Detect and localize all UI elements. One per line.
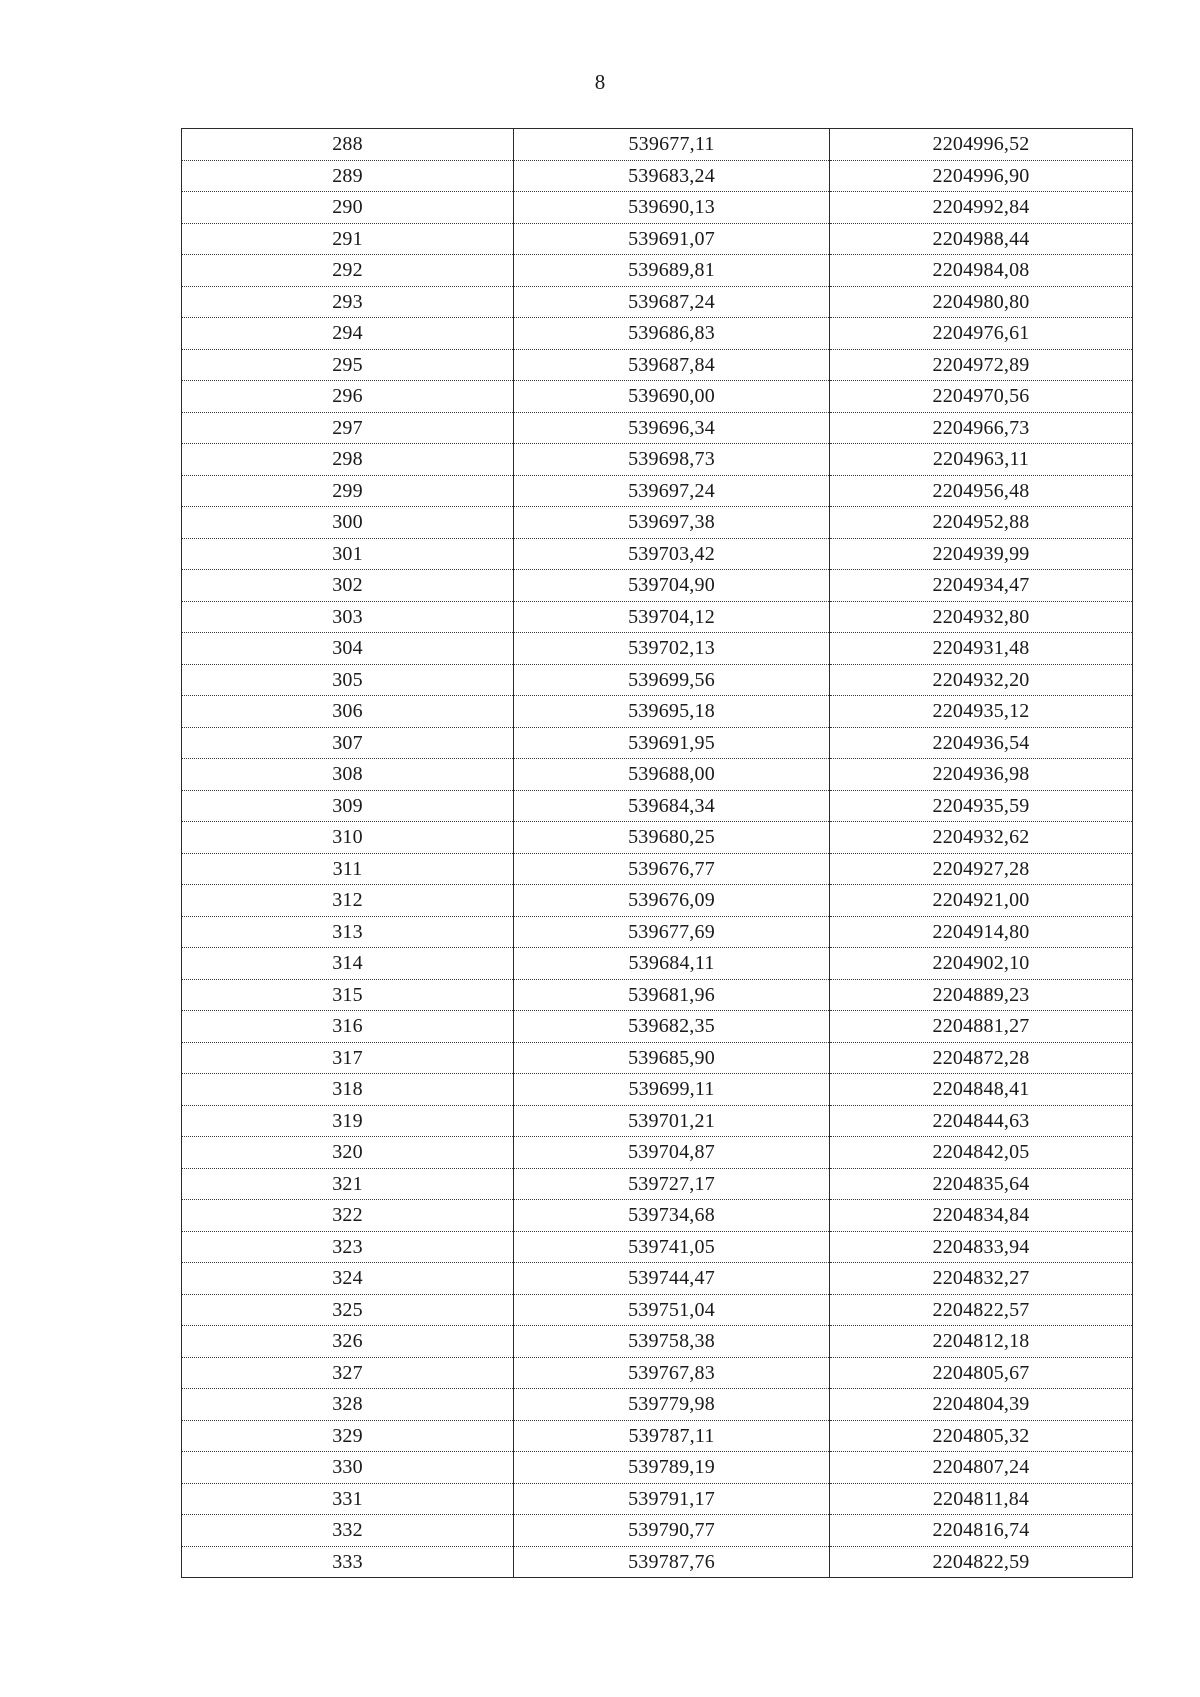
point-number-cell: 316 bbox=[182, 1011, 514, 1043]
y-coordinate-cell: 2204972,89 bbox=[830, 349, 1133, 381]
page-number: 8 bbox=[594, 70, 606, 94]
y-coordinate-cell: 2204932,20 bbox=[830, 664, 1133, 696]
x-coordinate-cell: 539734,68 bbox=[514, 1200, 830, 1232]
y-coordinate-cell: 2204980,80 bbox=[830, 286, 1133, 318]
table-row bbox=[182, 507, 1133, 539]
point-number-cell: 311 bbox=[182, 853, 514, 885]
y-coordinate-cell: 2204848,41 bbox=[830, 1074, 1133, 1106]
y-coordinate-cell: 2204816,74 bbox=[830, 1515, 1133, 1547]
point-number-cell: 299 bbox=[182, 475, 514, 507]
point-number-cell: 307 bbox=[182, 727, 514, 759]
point-number-cell: 291 bbox=[182, 223, 514, 255]
table-row bbox=[182, 601, 1133, 633]
table-row bbox=[182, 1452, 1133, 1484]
x-coordinate-cell: 539789,19 bbox=[514, 1452, 830, 1484]
point-number-cell: 289 bbox=[182, 160, 514, 192]
table-row bbox=[182, 727, 1133, 759]
point-number-cell: 315 bbox=[182, 979, 514, 1011]
y-coordinate-cell: 2204833,94 bbox=[830, 1231, 1133, 1263]
point-number-cell: 295 bbox=[182, 349, 514, 381]
table-row bbox=[182, 223, 1133, 255]
table-row bbox=[182, 1231, 1133, 1263]
y-coordinate-cell: 2204832,27 bbox=[830, 1263, 1133, 1295]
y-coordinate-cell: 2204834,84 bbox=[830, 1200, 1133, 1232]
point-number-cell: 328 bbox=[182, 1389, 514, 1421]
point-number-cell: 318 bbox=[182, 1074, 514, 1106]
y-coordinate-cell: 2204996,52 bbox=[830, 129, 1133, 161]
y-coordinate-cell: 2204805,32 bbox=[830, 1420, 1133, 1452]
y-coordinate-cell: 2204956,48 bbox=[830, 475, 1133, 507]
y-coordinate-cell: 2204932,80 bbox=[830, 601, 1133, 633]
x-coordinate-cell: 539787,11 bbox=[514, 1420, 830, 1452]
point-number-cell: 304 bbox=[182, 633, 514, 665]
x-coordinate-cell: 539696,34 bbox=[514, 412, 830, 444]
coordinates-table bbox=[181, 128, 1133, 1578]
table-row bbox=[182, 381, 1133, 413]
table-row bbox=[182, 759, 1133, 791]
y-coordinate-cell: 2204921,00 bbox=[830, 885, 1133, 917]
x-coordinate-cell: 539681,96 bbox=[514, 979, 830, 1011]
table-row bbox=[182, 696, 1133, 728]
x-coordinate-cell: 539690,00 bbox=[514, 381, 830, 413]
point-number-cell: 331 bbox=[182, 1483, 514, 1515]
table-row bbox=[182, 1074, 1133, 1106]
point-number-cell: 333 bbox=[182, 1546, 514, 1578]
x-coordinate-cell: 539790,77 bbox=[514, 1515, 830, 1547]
x-coordinate-cell: 539704,12 bbox=[514, 601, 830, 633]
point-number-cell: 319 bbox=[182, 1105, 514, 1137]
table-row bbox=[182, 1137, 1133, 1169]
point-number-cell: 320 bbox=[182, 1137, 514, 1169]
point-number-cell: 290 bbox=[182, 192, 514, 224]
point-number-cell: 327 bbox=[182, 1357, 514, 1389]
point-number-cell: 298 bbox=[182, 444, 514, 476]
coordinates-table-body bbox=[182, 129, 1133, 1578]
table-row bbox=[182, 255, 1133, 287]
y-coordinate-cell: 2204936,98 bbox=[830, 759, 1133, 791]
point-number-cell: 324 bbox=[182, 1263, 514, 1295]
y-coordinate-cell: 2204889,23 bbox=[830, 979, 1133, 1011]
y-coordinate-cell: 2204822,59 bbox=[830, 1546, 1133, 1578]
point-number-cell: 294 bbox=[182, 318, 514, 350]
table-row bbox=[182, 1011, 1133, 1043]
y-coordinate-cell: 2204970,56 bbox=[830, 381, 1133, 413]
y-coordinate-cell: 2204914,80 bbox=[830, 916, 1133, 948]
y-coordinate-cell: 2204807,24 bbox=[830, 1452, 1133, 1484]
table-row bbox=[182, 349, 1133, 381]
x-coordinate-cell: 539697,38 bbox=[514, 507, 830, 539]
table-row bbox=[182, 1294, 1133, 1326]
table-row bbox=[182, 192, 1133, 224]
y-coordinate-cell: 2204804,39 bbox=[830, 1389, 1133, 1421]
y-coordinate-cell: 2204811,84 bbox=[830, 1483, 1133, 1515]
x-coordinate-cell: 539682,35 bbox=[514, 1011, 830, 1043]
point-number-cell: 297 bbox=[182, 412, 514, 444]
table-row bbox=[182, 1042, 1133, 1074]
x-coordinate-cell: 539751,04 bbox=[514, 1294, 830, 1326]
x-coordinate-cell: 539702,13 bbox=[514, 633, 830, 665]
table-row bbox=[182, 570, 1133, 602]
table-row bbox=[182, 1263, 1133, 1295]
x-coordinate-cell: 539676,77 bbox=[514, 853, 830, 885]
point-number-cell: 323 bbox=[182, 1231, 514, 1263]
x-coordinate-cell: 539767,83 bbox=[514, 1357, 830, 1389]
x-coordinate-cell: 539704,90 bbox=[514, 570, 830, 602]
y-coordinate-cell: 2204936,54 bbox=[830, 727, 1133, 759]
table-row bbox=[182, 1357, 1133, 1389]
x-coordinate-cell: 539689,81 bbox=[514, 255, 830, 287]
y-coordinate-cell: 2204992,84 bbox=[830, 192, 1133, 224]
x-coordinate-cell: 539691,07 bbox=[514, 223, 830, 255]
y-coordinate-cell: 2204952,88 bbox=[830, 507, 1133, 539]
y-coordinate-cell: 2204931,48 bbox=[830, 633, 1133, 665]
table-row bbox=[182, 1483, 1133, 1515]
x-coordinate-cell: 539687,24 bbox=[514, 286, 830, 318]
x-coordinate-cell: 539677,11 bbox=[514, 129, 830, 161]
y-coordinate-cell: 2204812,18 bbox=[830, 1326, 1133, 1358]
x-coordinate-cell: 539699,56 bbox=[514, 664, 830, 696]
point-number-cell: 300 bbox=[182, 507, 514, 539]
table-row bbox=[182, 1389, 1133, 1421]
x-coordinate-cell: 539688,00 bbox=[514, 759, 830, 791]
x-coordinate-cell: 539691,95 bbox=[514, 727, 830, 759]
table-row bbox=[182, 1105, 1133, 1137]
point-number-cell: 288 bbox=[182, 129, 514, 161]
x-coordinate-cell: 539787,76 bbox=[514, 1546, 830, 1578]
x-coordinate-cell: 539677,69 bbox=[514, 916, 830, 948]
x-coordinate-cell: 539791,17 bbox=[514, 1483, 830, 1515]
x-coordinate-cell: 539684,34 bbox=[514, 790, 830, 822]
x-coordinate-cell: 539704,87 bbox=[514, 1137, 830, 1169]
y-coordinate-cell: 2204844,63 bbox=[830, 1105, 1133, 1137]
table-row bbox=[182, 822, 1133, 854]
point-number-cell: 308 bbox=[182, 759, 514, 791]
point-number-cell: 310 bbox=[182, 822, 514, 854]
table-row bbox=[182, 853, 1133, 885]
table-row bbox=[182, 916, 1133, 948]
y-coordinate-cell: 2204902,10 bbox=[830, 948, 1133, 980]
point-number-cell: 321 bbox=[182, 1168, 514, 1200]
x-coordinate-cell: 539697,24 bbox=[514, 475, 830, 507]
y-coordinate-cell: 2204988,44 bbox=[830, 223, 1133, 255]
table-row bbox=[182, 664, 1133, 696]
y-coordinate-cell: 2204984,08 bbox=[830, 255, 1133, 287]
point-number-cell: 322 bbox=[182, 1200, 514, 1232]
point-number-cell: 314 bbox=[182, 948, 514, 980]
table-row bbox=[182, 286, 1133, 318]
x-coordinate-cell: 539758,38 bbox=[514, 1326, 830, 1358]
point-number-cell: 330 bbox=[182, 1452, 514, 1484]
y-coordinate-cell: 2204963,11 bbox=[830, 444, 1133, 476]
x-coordinate-cell: 539695,18 bbox=[514, 696, 830, 728]
y-coordinate-cell: 2204835,64 bbox=[830, 1168, 1133, 1200]
y-coordinate-cell: 2204872,28 bbox=[830, 1042, 1133, 1074]
x-coordinate-cell: 539683,24 bbox=[514, 160, 830, 192]
table-row bbox=[182, 475, 1133, 507]
x-coordinate-cell: 539779,98 bbox=[514, 1389, 830, 1421]
point-number-cell: 309 bbox=[182, 790, 514, 822]
point-number-cell: 292 bbox=[182, 255, 514, 287]
table-row bbox=[182, 885, 1133, 917]
x-coordinate-cell: 539684,11 bbox=[514, 948, 830, 980]
x-coordinate-cell: 539698,73 bbox=[514, 444, 830, 476]
y-coordinate-cell: 2204822,57 bbox=[830, 1294, 1133, 1326]
table-row bbox=[182, 1420, 1133, 1452]
point-number-cell: 301 bbox=[182, 538, 514, 570]
table-row bbox=[182, 790, 1133, 822]
point-number-cell: 305 bbox=[182, 664, 514, 696]
table-row bbox=[182, 1546, 1133, 1578]
table-row bbox=[182, 1326, 1133, 1358]
x-coordinate-cell: 539744,47 bbox=[514, 1263, 830, 1295]
y-coordinate-cell: 2204966,73 bbox=[830, 412, 1133, 444]
x-coordinate-cell: 539727,17 bbox=[514, 1168, 830, 1200]
point-number-cell: 293 bbox=[182, 286, 514, 318]
point-number-cell: 296 bbox=[182, 381, 514, 413]
table-row bbox=[182, 1168, 1133, 1200]
y-coordinate-cell: 2204842,05 bbox=[830, 1137, 1133, 1169]
point-number-cell: 332 bbox=[182, 1515, 514, 1547]
y-coordinate-cell: 2204927,28 bbox=[830, 853, 1133, 885]
table-row bbox=[182, 129, 1133, 161]
x-coordinate-cell: 539676,09 bbox=[514, 885, 830, 917]
table-row bbox=[182, 979, 1133, 1011]
x-coordinate-cell: 539701,21 bbox=[514, 1105, 830, 1137]
x-coordinate-cell: 539741,05 bbox=[514, 1231, 830, 1263]
x-coordinate-cell: 539680,25 bbox=[514, 822, 830, 854]
table-row bbox=[182, 444, 1133, 476]
y-coordinate-cell: 2204934,47 bbox=[830, 570, 1133, 602]
x-coordinate-cell: 539699,11 bbox=[514, 1074, 830, 1106]
point-number-cell: 306 bbox=[182, 696, 514, 728]
y-coordinate-cell: 2204935,12 bbox=[830, 696, 1133, 728]
x-coordinate-cell: 539686,83 bbox=[514, 318, 830, 350]
point-number-cell: 317 bbox=[182, 1042, 514, 1074]
y-coordinate-cell: 2204976,61 bbox=[830, 318, 1133, 350]
point-number-cell: 302 bbox=[182, 570, 514, 602]
point-number-cell: 303 bbox=[182, 601, 514, 633]
y-coordinate-cell: 2204935,59 bbox=[830, 790, 1133, 822]
x-coordinate-cell: 539690,13 bbox=[514, 192, 830, 224]
y-coordinate-cell: 2204932,62 bbox=[830, 822, 1133, 854]
table-row bbox=[182, 1515, 1133, 1547]
point-number-cell: 312 bbox=[182, 885, 514, 917]
y-coordinate-cell: 2204805,67 bbox=[830, 1357, 1133, 1389]
y-coordinate-cell: 2204881,27 bbox=[830, 1011, 1133, 1043]
point-number-cell: 313 bbox=[182, 916, 514, 948]
x-coordinate-cell: 539687,84 bbox=[514, 349, 830, 381]
point-number-cell: 325 bbox=[182, 1294, 514, 1326]
table-row bbox=[182, 412, 1133, 444]
table-row bbox=[182, 318, 1133, 350]
x-coordinate-cell: 539703,42 bbox=[514, 538, 830, 570]
table-row bbox=[182, 538, 1133, 570]
x-coordinate-cell: 539685,90 bbox=[514, 1042, 830, 1074]
y-coordinate-cell: 2204939,99 bbox=[830, 538, 1133, 570]
point-number-cell: 329 bbox=[182, 1420, 514, 1452]
table-row bbox=[182, 948, 1133, 980]
table-row bbox=[182, 160, 1133, 192]
point-number-cell: 326 bbox=[182, 1326, 514, 1358]
table-row bbox=[182, 1200, 1133, 1232]
y-coordinate-cell: 2204996,90 bbox=[830, 160, 1133, 192]
table-row bbox=[182, 633, 1133, 665]
